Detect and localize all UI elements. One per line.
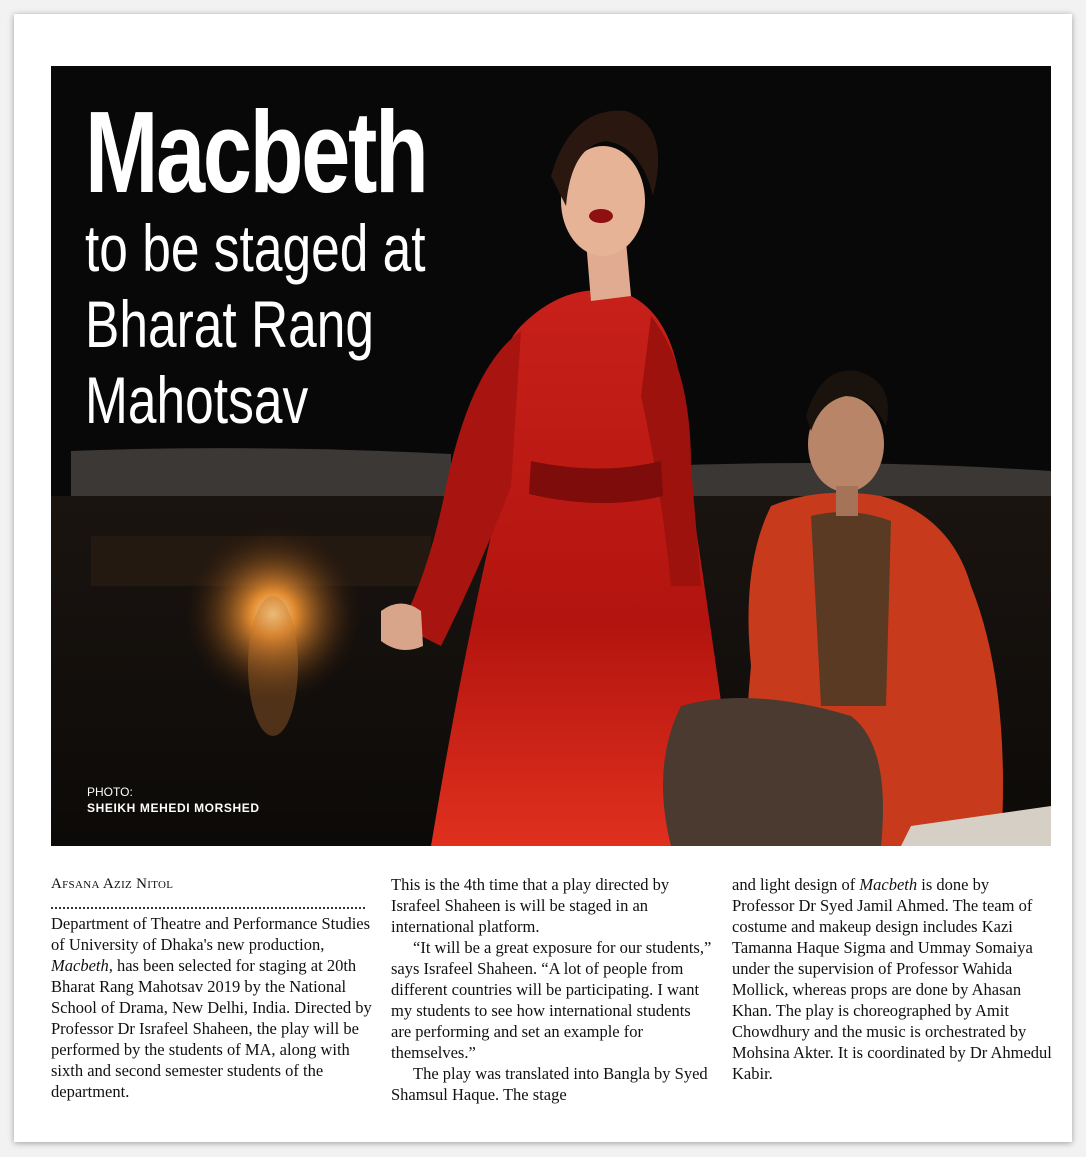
column-2-paragraph-2: “It will be a great exposure for our students,” says Israfeel Shaheen. “A lot of people from different countries will be participating. I want my students to see how international students are performing and set an example for themselves.” (391, 938, 712, 1062)
column-2-paragraph-3: The play was translated into Bangla by Syed Shamsul Haque. The stage (391, 1064, 708, 1104)
photo-credit-name: SHEIKH MEHEDI MORSHED (87, 801, 260, 815)
headline (85, 87, 535, 438)
article-column-2 (391, 874, 713, 1105)
column-2-paragraph-1: This is the 4th time that a play directed by Israfeel Shaheen is will be staged in an international platform. (391, 875, 670, 936)
byline-divider (51, 901, 365, 909)
headline-subtitle-line-2: Bharat Rang (85, 287, 375, 361)
headline-title: Macbeth (85, 87, 427, 217)
column-3-paragraph: and light design of Macbeth is done by Professor Dr Syed Jamil Ahmed. The team of costume and makeup design includes Kazi Tamanna Haque Sigma and Ummay Somaiya under the supervision of Professor Wahida Mollick, whereas props are done by Ahasan Khan. The play is choreographed by Amit Chowdhury and the music is orchestrated by Mohsina Akter. It is coordinated by Dr Ahmedul Kabir. (732, 875, 1052, 1083)
article-column-1 (51, 872, 373, 1102)
article-column-3 (732, 874, 1054, 1084)
newspaper-page (14, 14, 1072, 1142)
photo-credit (87, 784, 260, 816)
headline-subtitle-line-1: to be staged at (85, 211, 426, 285)
column-1-paragraph: Department of Theatre and Performance Studies of University of Dhaka's new production, Macbeth, has been selected for staging at 20th Bharat Rang Mahotsav 2019 by the National School of Drama, New Delhi, India. Directed by Professor Dr Israfeel Shaheen, the play will be performed by the students of MA, along with sixth and second semester students of the department. (51, 914, 372, 1101)
stage-photo (51, 66, 1051, 846)
photo-credit-label: PHOTO: (87, 785, 133, 799)
play-title-italic: Macbeth (859, 875, 918, 894)
article-body (51, 872, 1054, 1132)
play-title-italic: Macbeth (51, 956, 109, 975)
byline: Afsana Aziz Nitol (51, 876, 174, 892)
headline-subtitle-line-3: Mahotsav (85, 363, 309, 437)
